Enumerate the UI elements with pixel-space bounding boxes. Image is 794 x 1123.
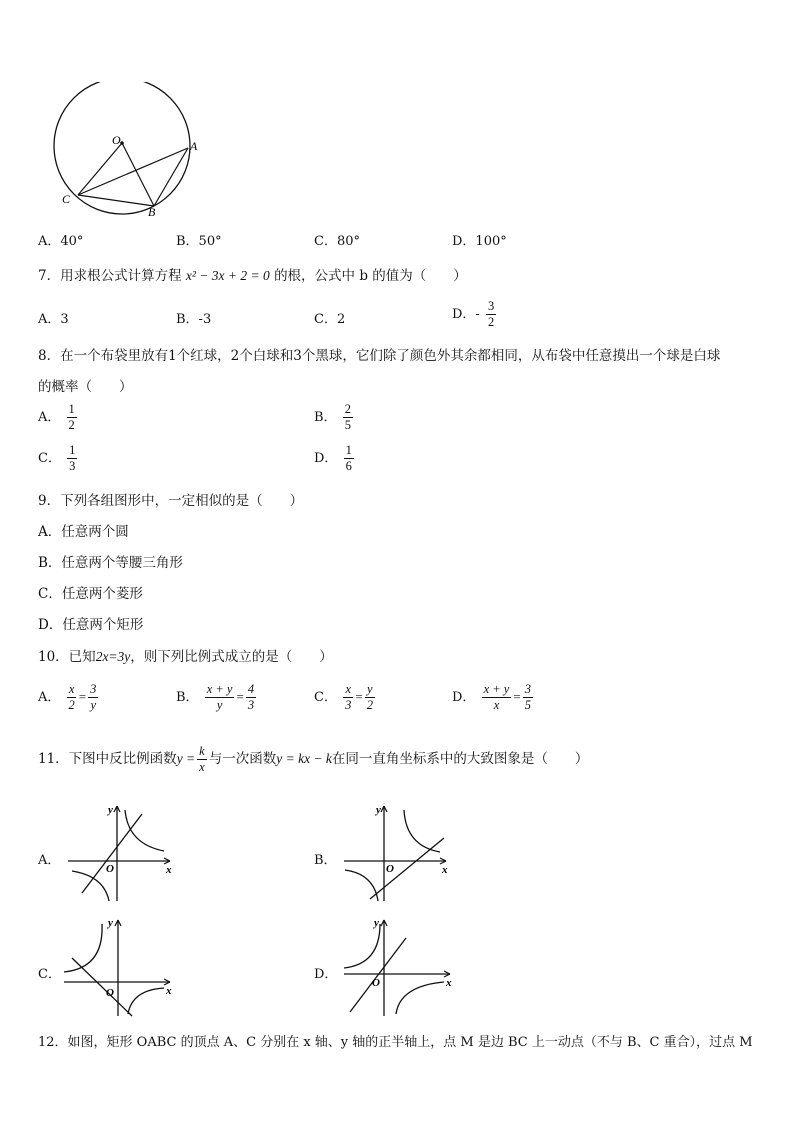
svg-text:y: y bbox=[108, 917, 113, 929]
q10-option-a: A． $\frac{x}{2}$ = $\frac{3}{y}$ bbox=[38, 682, 97, 712]
q9-option-a: A．任意两个圆 bbox=[38, 524, 129, 540]
q10-option-c: C． $\frac{x}{3}$ = $\frac{y}{2}$ bbox=[314, 682, 373, 712]
q8-stem-line1: 8．在一个布袋里放有1个红球，2个白球和3个黑球，它们除了颜色外其余都相同，从布袋中任意摸出一个球是白球 bbox=[38, 348, 721, 364]
q9-option-c: C．任意两个菱形 bbox=[38, 586, 143, 602]
q6-option-a: A．40° bbox=[38, 234, 84, 249]
svg-text:O: O bbox=[386, 863, 394, 875]
q11-option-a-label: A． bbox=[38, 853, 61, 868]
q10-option-d: D． $\frac{x + y}{x}$ = $\frac{3}{5}$ bbox=[452, 682, 531, 712]
circle-figure bbox=[50, 82, 210, 222]
q10-given: 2x=3y bbox=[95, 649, 131, 664]
q11-graph-b bbox=[340, 800, 452, 904]
q11-option-b-label: B． bbox=[314, 853, 337, 868]
q7-equation: x² − 3x + 2 = 0 bbox=[185, 268, 270, 283]
q9-option-b: B．任意两个等腰三角形 bbox=[38, 555, 183, 571]
svg-text:y: y bbox=[376, 804, 381, 816]
svg-text:y: y bbox=[374, 917, 379, 929]
q8-option-c: C． $\frac{1}{3}$ bbox=[38, 443, 76, 473]
q7-option-c: C．2 bbox=[314, 312, 346, 327]
label-c: C bbox=[62, 192, 71, 206]
q10-option-b: B． $\frac{x + y}{y}$ = $\frac{4}{3}$ bbox=[176, 682, 255, 712]
q8-option-a: A． $\frac{1}{2}$ bbox=[38, 402, 75, 432]
svg-text:O: O bbox=[106, 987, 114, 999]
q7-option-d-fraction: $\frac{3}{2}$ bbox=[487, 299, 495, 329]
svg-text:O: O bbox=[372, 977, 380, 989]
label-o: O bbox=[112, 133, 121, 147]
label-b: B bbox=[148, 205, 156, 219]
q6-option-c: C．80° bbox=[314, 234, 360, 249]
svg-text:x: x bbox=[166, 864, 172, 876]
q7-stem-post: 的根，公式中 b 的值为（ ） bbox=[274, 268, 467, 284]
q7-option-a: A．3 bbox=[38, 312, 69, 327]
q12-stem: 12．如图，矩形 OABC 的顶点 A、C 分别在 x 轴、y 轴的正半轴上，点 M 是边 BC 上一动点（不与 B、C 重合），过点 M bbox=[38, 1035, 753, 1050]
q7-option-d-label: D．- bbox=[452, 307, 480, 322]
svg-text:x: x bbox=[166, 985, 172, 997]
label-a: A bbox=[190, 139, 198, 153]
q11-graph-a bbox=[64, 800, 176, 904]
q6-option-d: D．100° bbox=[452, 234, 507, 249]
q9-stem: 9．下列各组图形中，一定相似的是（ ） bbox=[38, 493, 304, 509]
svg-text:x: x bbox=[442, 864, 448, 876]
q8-stem-line2: 的概率（ ） bbox=[38, 379, 133, 395]
q10-stem: 10．已知2x=3y，则下列比例式成立的是（ ） bbox=[38, 649, 333, 665]
svg-text:x: x bbox=[446, 977, 452, 989]
q7-stem bbox=[38, 264, 467, 284]
q8-option-b: B． $\frac{2}{5}$ bbox=[314, 402, 351, 432]
q8-option-d: D． $\frac{1}{6}$ bbox=[314, 443, 352, 473]
svg-text:y: y bbox=[108, 804, 113, 816]
q9-option-d: D．任意两个矩形 bbox=[38, 617, 144, 633]
q11-graph-c bbox=[60, 916, 176, 1020]
q11-option-c-label: C． bbox=[38, 967, 61, 982]
q6-option-b: B．50° bbox=[176, 234, 222, 249]
q7-option-b: B．-3 bbox=[176, 312, 212, 327]
q7-option-d bbox=[452, 299, 498, 330]
q11-graph-d bbox=[340, 916, 456, 1020]
q7-stem-pre: 7．用求根公式计算方程 bbox=[38, 268, 182, 284]
q11-stem: 11．下图中反比例函数y = $\frac{k}{x}$ 与一次函数y = kx − k在同一直角坐标系中的大致图象是（ ） bbox=[38, 744, 589, 774]
q11-option-d-label: D． bbox=[314, 967, 338, 982]
svg-text:O: O bbox=[106, 863, 114, 875]
